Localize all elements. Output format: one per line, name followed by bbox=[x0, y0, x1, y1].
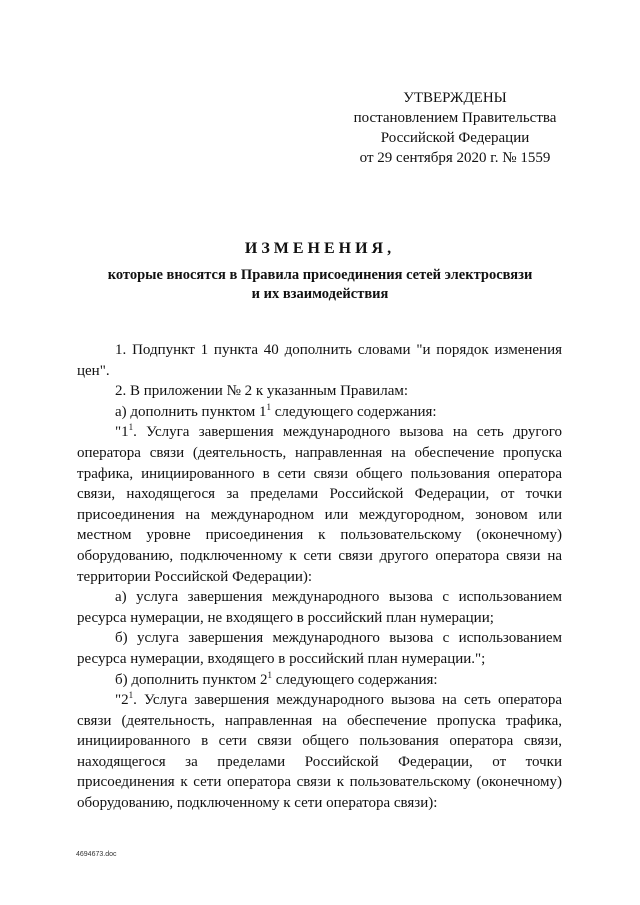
document-body bbox=[77, 340, 562, 814]
document-subtitle-line1: которые вносятся в Правила присоединения сетей электросвязи bbox=[107, 267, 533, 283]
paragraph-3-superscript: 1 bbox=[266, 401, 272, 412]
paragraph-4-text: "1 bbox=[115, 424, 129, 441]
paragraph-7-text: б) дополнить пунктом 2 bbox=[115, 671, 268, 688]
paragraph-7-text-end: следующего содержания: bbox=[271, 671, 438, 688]
document-heading bbox=[0, 238, 640, 304]
paragraph-1: 1. Подпункт 1 пункта 40 дополнить словами "и порядок изменения цен". bbox=[77, 342, 562, 379]
paragraph-5: а) услуга завершения международного вызова с использованием ресурса нумерации, не входящего в российский план нумерации; bbox=[77, 589, 562, 626]
paragraph-6: б) услуга завершения международного вызова с использованием ресурса нумерации, входящего в российский план нумерации."; bbox=[77, 630, 562, 667]
paragraph-4-superscript: 1 bbox=[128, 422, 134, 433]
approval-title: УТВЕРЖДЕНЫ bbox=[403, 90, 507, 106]
approval-line-country: Российской Федерации bbox=[380, 130, 530, 146]
paragraph-3-text-end: следующего содержания: bbox=[271, 403, 437, 420]
paragraph-8 bbox=[77, 690, 562, 814]
paragraph-4-text-end: . Услуга завершения международного вызова на сеть другого оператора связи (деятельность, направленная на обеспечение пропуска трафика, инициированного в сети связи общего пользования оператора связи, находящегося за пределами Российской Федерации, от точки присоединения на международном или междугородном, зоновом или местном уровне присоединения к пользовательскому (оконечному) оборудованию, подключенному к сети связи другого оператора связи на территории Российской Федерации): bbox=[77, 424, 562, 585]
paragraph-8-text: "2 bbox=[115, 692, 129, 709]
paragraph-8-text-end: . Услуга завершения международного вызова на сеть оператора связи (деятельность, направленная на обеспечение пропуска трафика, инициированного в сети связи общего пользования оператора связи, находящегося за пределами Российской Федерации, от точки присоединения к сети оператора связи к пользовательскому (оконечному) оборудованию, подключенному к сети оператора связи): bbox=[77, 692, 562, 812]
approval-line-decree: постановлением Правительства bbox=[353, 110, 557, 126]
approval-block bbox=[340, 88, 570, 168]
document-subtitle-line2: и их взаимодействия bbox=[251, 286, 389, 302]
paragraph-8-superscript: 1 bbox=[128, 690, 134, 701]
approval-line-date: от 29 сентября 2020 г. № 1559 bbox=[359, 150, 551, 166]
paragraph-7-superscript: 1 bbox=[267, 669, 272, 680]
document-title: ИЗМЕНЕНИЯ, bbox=[244, 240, 396, 257]
paragraph-3 bbox=[77, 402, 562, 423]
footer-filename: 4694673.doc bbox=[76, 851, 117, 858]
paragraph-3-text: а) дополнить пунктом 1 bbox=[115, 403, 267, 420]
paragraph-2: 2. В приложении № 2 к указанным Правилам: bbox=[115, 383, 409, 400]
paragraph-4 bbox=[77, 422, 562, 587]
paragraph-7 bbox=[77, 670, 562, 691]
